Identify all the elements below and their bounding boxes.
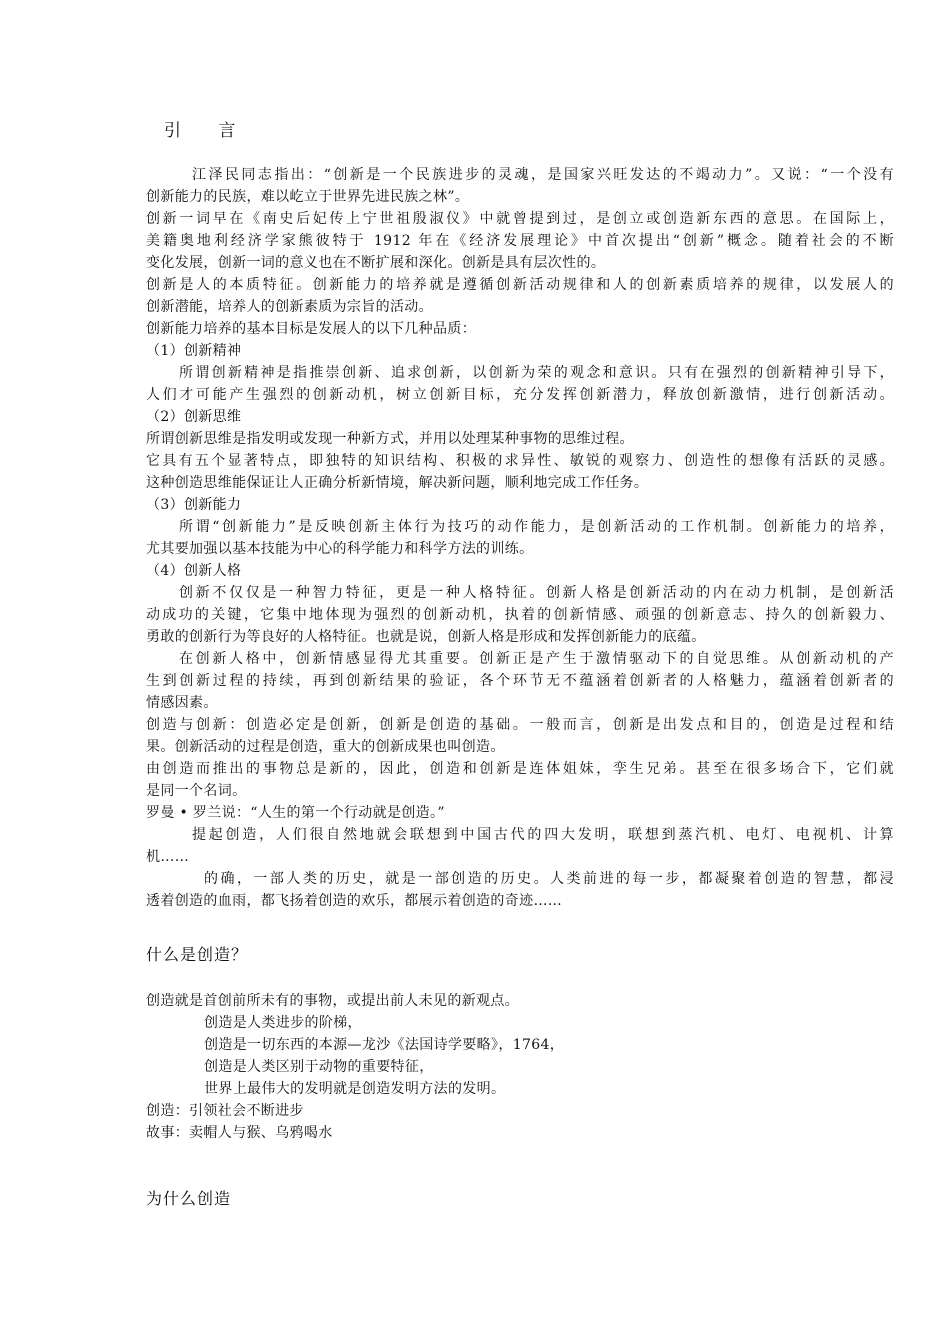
- paragraph-line: 机……: [146, 849, 190, 865]
- paragraph-line: 的确，一部人类的历史，就是一部创造的历史。人类前进的每一步，都凝聚着创造的智慧，都浸: [204, 871, 894, 887]
- paragraph-line: 创造：引领社会不断进步: [146, 1103, 304, 1119]
- list-item: 创造是人类区别于动物的重要特征，: [204, 1059, 434, 1075]
- list-item: 创造是一切东西的本源—龙沙《法国诗学要略》，1764，: [204, 1037, 565, 1053]
- paragraph-line: 人们才可能产生强烈的创新动机，树立创新目标，充分发挥创新潜力，释放创新激情，进行创新活动。: [146, 387, 894, 403]
- paragraph-line: 所谓创新精神是指推崇创新、追求创新，以创新为荣的观念和意识。只有在强烈的创新精神引导下，: [179, 365, 894, 381]
- paragraph-line: 果。创新活动的过程是创造，重大的创新成果也叫创造。: [146, 739, 505, 755]
- paragraph-line: 所谓“创新能力”是反映创新主体行为技巧的动作能力，是创新活动的工作机制。创新能力的培养，: [179, 519, 894, 535]
- intro-body: [146, 164, 894, 912]
- paragraph-line: 创新不仅仅是一种智力特征，更是一种人格特征。创新人格是创新活动的内在动力机制，是创新活: [179, 585, 894, 601]
- subsection-label: （4）创新人格: [146, 563, 242, 579]
- paragraph-line: 提起创造，人们很自然地就会联想到中国古代的四大发明，联想到蒸汽机、电灯、电视机、计算: [192, 827, 894, 843]
- paragraph-line: 透着创造的血雨，都飞扬着创造的欢乐，都展示着创造的奇迹……: [146, 893, 563, 909]
- paragraph-line: 变化发展，创新一词的意义也在不断扩展和深化。创新是具有层次性的。: [146, 255, 606, 271]
- paragraph-line: 尤其要加强以基本技能为中心的科学能力和科学方法的训练。: [146, 541, 534, 557]
- paragraph-line: 这种创造思维能保证让人正确分析新情境，解决新问题，顺利地完成工作任务。: [146, 475, 649, 491]
- paragraph-line: 由创造而推出的事物总是新的，因此，创造和创新是连体姐妹，孪生兄弟。甚至在很多场合下，它们就: [146, 761, 894, 777]
- subsection-label: （1）创新精神: [146, 343, 242, 359]
- paragraph-line: 创新能力的民族，难以屹立于世界先进民族之林”。: [146, 189, 470, 205]
- section-heading-intro: 引 言: [164, 121, 252, 141]
- paragraph-line: 创新能力培养的基本目标是发展人的以下几种品质：: [146, 321, 477, 337]
- paragraph-line: 情感因素。: [146, 695, 218, 711]
- what-is-creation-body: [146, 990, 894, 1144]
- paragraph-line: 所谓创新思维是指发明或发现一种新方式，并用以处理某种事物的思维过程。: [146, 431, 634, 447]
- paragraph-line: 生到创新过程的持续，再到创新结果的验证，各个环节无不蕴涵着创新者的人格魅力，蕴涵着创新者的: [146, 673, 894, 689]
- paragraph-line: 是同一个名词。: [146, 783, 247, 799]
- paragraph-line: 在创新人格中，创新情感显得尤其重要。创新正是产生于激情驱动下的自觉思维。从创新动机的产: [179, 651, 894, 667]
- subsection-label: （3）创新能力: [146, 497, 242, 513]
- subsection-label: （2）创新思维: [146, 409, 242, 425]
- paragraph-line: 江泽民同志指出：“创新是一个民族进步的灵魂，是国家兴旺发达的不竭动力”。又说：“一个没有: [192, 167, 894, 183]
- paragraph-line: 动成功的关键，它集中地体现为强烈的创新动机，执着的创新情感、顽强的创新意志、持久的创新毅力、: [146, 607, 894, 623]
- list-item: 创造是人类进步的阶梯，: [204, 1015, 362, 1031]
- section-heading-what-is-creation: 什么是创造？: [146, 945, 249, 964]
- paragraph-line: 创造就是首创前所未有的事物，或提出前人未见的新观点。: [146, 993, 520, 1009]
- section-heading-why-create: 为什么创造: [146, 1189, 232, 1208]
- paragraph-line: 创新潜能，培养人的创新素质为宗旨的活动。: [146, 299, 433, 315]
- list-item: 世界上最伟大的发明就是创造发明方法的发明。: [204, 1081, 506, 1097]
- paragraph-line: 创新是人的本质特征。创新能力的培养就是遵循创新活动规律和人的创新素质培养的规律，以发展人的: [146, 277, 894, 293]
- paragraph-line: 创造与创新：创造必定是创新，创新是创造的基础。一般而言，创新是出发点和目的，创造是过程和结: [146, 717, 894, 733]
- paragraph-line: 故事：卖帽人与猴、乌鸦喝水: [146, 1125, 333, 1141]
- paragraph-line: 勇敢的创新行为等良好的人格特征。也就是说，创新人格是形成和发挥创新能力的底蕴。: [146, 629, 706, 645]
- paragraph-line: 它具有五个显著特点，即独特的知识结构、积极的求异性、敏锐的观察力、创造性的想像有活跃的灵感。: [146, 453, 894, 469]
- paragraph-line: 创新一词早在《南史后妃传上宁世祖殷淑仪》中就曾提到过，是创立或创造新东西的意思。在国际上，: [146, 211, 894, 227]
- quote-line: 罗曼 • 罗兰说：“人生的第一个行动就是创造。”: [146, 805, 445, 821]
- paragraph-line: 美籍奥地利经济学家熊彼特于 1912 年在《经济发展理论》中首次提出“创新”概念。随着社会的不断: [146, 233, 894, 249]
